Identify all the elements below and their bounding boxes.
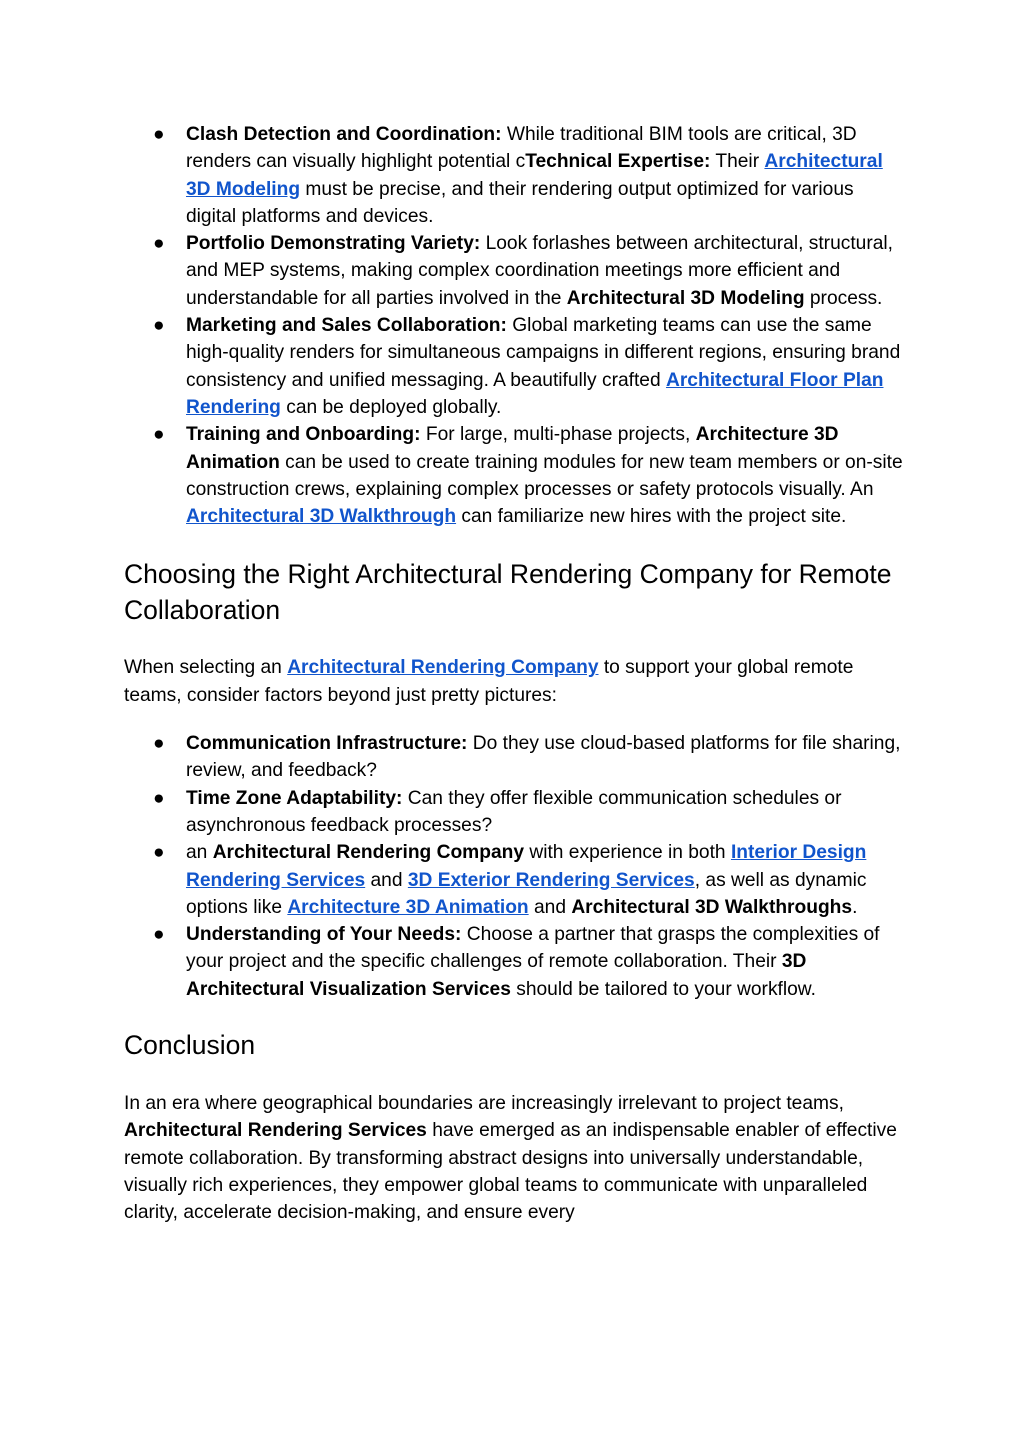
item-title: Communication Infrastructure: xyxy=(186,733,468,755)
list-item xyxy=(124,121,904,230)
link-architectural-3d-modeling[interactable]: Architectural 3D Modeling xyxy=(186,151,883,200)
paragraph-text: When selecting an xyxy=(124,657,288,679)
item-text: Look forlashes between architectural, structural, and MEP systems, making complex coordination meetings more efficient and understandable for all parties involved in the xyxy=(186,233,893,309)
bullet-icon: ● xyxy=(153,787,165,809)
item-text: . xyxy=(852,896,858,918)
item-text: Can they offer flexible communication schedules or asynchronous feedback processes? xyxy=(186,787,842,836)
link-3d-exterior-rendering-services[interactable]: 3D Exterior Rendering Services xyxy=(407,869,695,891)
item-text: process. xyxy=(804,287,883,309)
item-text: an xyxy=(186,842,213,864)
item-text: and xyxy=(365,869,408,891)
item-text: Global marketing teams can use the same high-quality renders for simultaneous campaigns in different regions, ensuring brand consistency and unified messaging. A beautifully crafted xyxy=(186,315,901,391)
item-text: must be precise, and their rendering output optimized for various digital platforms and devices. xyxy=(186,178,854,227)
item-bold-text: Architectural 3D Modeling xyxy=(566,287,805,309)
item-title: Training and Onboarding: xyxy=(186,424,421,446)
item-title: Marketing and Sales Collaboration: xyxy=(186,315,507,337)
item-text: can be deployed globally. xyxy=(280,396,502,418)
list-item xyxy=(124,312,904,421)
paragraph-text: have emerged as an indispensable enabler of effective remote collaboration. By transforming abstract designs into universally understandable, visually rich experiences, they empower global teams to communicate with unparalleled clarity, accelerate decision-making, and ensure every xyxy=(124,1120,897,1224)
document-page xyxy=(124,121,904,1227)
paragraph-bold-text: Architectural Rendering Services xyxy=(124,1120,427,1142)
list-item xyxy=(124,230,904,312)
list-item xyxy=(124,921,904,1003)
link-architectural-3d-walkthrough[interactable]: Architectural 3D Walkthrough xyxy=(186,506,457,528)
bullet-icon: ● xyxy=(153,315,165,337)
list-item xyxy=(124,785,904,840)
list-item xyxy=(124,730,904,785)
section-heading: Choosing the Right Architectural Rendering Company for Remote Collaboration xyxy=(124,559,892,626)
benefits-list xyxy=(124,121,904,530)
paragraph-text: to support your global remote teams, consider factors beyond just pretty pictures: xyxy=(124,657,854,706)
factors-list xyxy=(124,730,904,1003)
link-architectural-floor-plan-rendering[interactable]: Architectural Floor Plan Rendering xyxy=(186,369,884,418)
list-item xyxy=(124,839,904,921)
item-text: For large, multi-phase projects, xyxy=(420,424,696,446)
link-architecture-3d-animation[interactable]: Architecture 3D Animation xyxy=(287,896,529,918)
item-title: Time Zone Adaptability: xyxy=(186,787,403,809)
item-text: Their xyxy=(710,151,765,173)
item-title: Clash Detection and Coordination: xyxy=(186,124,502,145)
item-text: can familiarize new hires with the project site. xyxy=(456,506,847,528)
bullet-icon: ● xyxy=(153,124,165,145)
intro-paragraph xyxy=(124,654,904,709)
item-title: Understanding of Your Needs: xyxy=(186,924,462,946)
item-bold-text: Architecture 3D Animation xyxy=(186,424,839,473)
item-text: with experience in both xyxy=(524,842,731,864)
item-text: can be used to create training modules for new team members or on-site construction crews, explaining complex processes or safety protocols visually. An xyxy=(186,451,903,500)
item-text: Choose a partner that grasps the complexities of your project and the specific challenges of remote collaboration. Their xyxy=(186,924,880,973)
item-text: , as well as dynamic options like xyxy=(186,869,867,918)
link-architectural-rendering-company[interactable]: Architectural Rendering Company xyxy=(287,657,599,679)
paragraph-text: In an era where geographical boundaries are increasingly irrelevant to project teams, xyxy=(124,1093,844,1115)
conclusion-heading: Conclusion xyxy=(124,1030,256,1061)
item-bold-text: Architectural Rendering Company xyxy=(212,842,525,864)
item-bold-text: 3D Architectural Visualization Services xyxy=(186,951,807,1000)
bullet-icon: ● xyxy=(153,424,165,446)
item-title: Portfolio Demonstrating Variety: xyxy=(186,233,481,255)
bullet-icon: ● xyxy=(153,233,165,255)
item-text: and xyxy=(528,896,572,918)
bullet-icon: ● xyxy=(153,842,165,864)
list-item xyxy=(124,421,904,530)
item-bold-text: Technical Expertise: xyxy=(525,151,711,173)
item-bold-text: Architectural 3D Walkthroughs xyxy=(571,896,853,918)
bullet-icon: ● xyxy=(153,924,165,946)
item-text: While traditional BIM tools are critical, 3D renders can visually highlight potential c xyxy=(186,124,857,173)
item-text: Do they use cloud-based platforms for file sharing, review, and feedback? xyxy=(186,733,901,782)
link-interior-design-rendering-services[interactable]: Interior Design Rendering Services xyxy=(186,842,867,891)
conclusion-paragraph xyxy=(124,1090,904,1226)
bullet-icon: ● xyxy=(153,733,165,755)
item-text: should be tailored to your workflow. xyxy=(510,978,816,1000)
